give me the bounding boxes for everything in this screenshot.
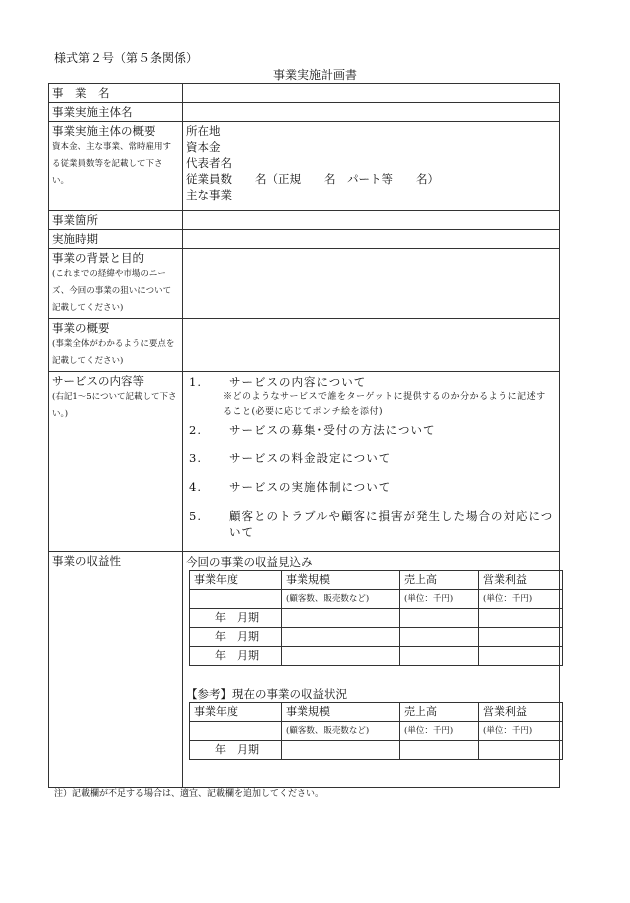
- service-item-4: [186, 479, 556, 495]
- field-services[interactable]: [183, 372, 560, 552]
- header-year: 事業年度: [190, 571, 282, 590]
- form-number: 様式第２号（第５条関係）: [54, 51, 199, 65]
- label-summary: [49, 319, 183, 372]
- sales-cell[interactable]: [400, 609, 479, 628]
- service-text: 顧客とのトラブルや顧客に損害が発生した場合の対応について: [229, 509, 554, 539]
- background-note: (これまでの経緯や市場のニーズ、今回の事業の狙いについて記載してください): [52, 269, 172, 313]
- service-text: サービスの実施体制について: [229, 480, 392, 494]
- sales-cell[interactable]: [400, 628, 479, 647]
- reference-profit-title: 【参考】現在の事業の収益状況: [186, 687, 347, 701]
- table-row: [190, 647, 563, 666]
- header-sales-sub: (単位：千円): [400, 722, 479, 741]
- footnote: 注）記載欄が不足する場合は、適宜、記載欄を追加してください。: [54, 789, 325, 799]
- header-operating-profit-sub: (単位：千円): [479, 590, 563, 609]
- field-summary[interactable]: [183, 319, 560, 372]
- operating-profit-cell[interactable]: [479, 741, 563, 760]
- overview-main-business: 主な事業: [186, 188, 232, 202]
- label-entity: 事業実施主体名: [49, 103, 183, 122]
- field-background[interactable]: [183, 249, 560, 319]
- operating-profit-cell[interactable]: [479, 609, 563, 628]
- header-sales: 売上高: [400, 571, 479, 590]
- label-period: 実施時期: [49, 230, 183, 249]
- service-item-5: [186, 508, 556, 540]
- header-year-sub: [190, 590, 282, 609]
- period-cell: 年 月期: [190, 609, 282, 628]
- header-sales-sub: (単位：千円): [400, 590, 479, 609]
- service-number: 2.: [189, 423, 202, 437]
- label-services: [49, 372, 183, 552]
- overview-note: 資本金、主な事業、常時雇用する従業員数等を記載して下さい。: [52, 142, 172, 186]
- service-number: 3.: [189, 451, 202, 465]
- reference-profit-table: [189, 702, 563, 760]
- header-scale: 事業規模: [282, 703, 400, 722]
- overview-label: 事業実施主体の概要: [52, 124, 156, 138]
- sales-cell[interactable]: [400, 741, 479, 760]
- header-operating-profit: 営業利益: [479, 571, 563, 590]
- table-row: [190, 609, 563, 628]
- services-note: (右記1～5について記載して下さい。): [52, 392, 177, 419]
- service-text: サービスの募集･受付の方法について: [229, 423, 436, 437]
- overview-capital: 資本金: [186, 140, 221, 154]
- label-profitability: 事業の収益性: [49, 552, 183, 788]
- field-profitability: [183, 552, 560, 788]
- service-text: サービスの料金設定について: [229, 451, 392, 465]
- summary-label: 事業の概要: [52, 321, 110, 335]
- service-item-3: [186, 450, 556, 466]
- document-title: 事業実施計画書: [272, 68, 357, 82]
- period-cell: 年 月期: [190, 741, 282, 760]
- header-sales: 売上高: [400, 703, 479, 722]
- field-location[interactable]: [183, 211, 560, 230]
- scale-cell[interactable]: [282, 609, 400, 628]
- field-business-name[interactable]: [183, 84, 560, 103]
- table-row: [190, 741, 563, 760]
- field-entity[interactable]: [183, 103, 560, 122]
- service-number: 5.: [189, 509, 202, 523]
- service-number: 1.: [189, 375, 202, 389]
- field-overview[interactable]: [183, 122, 560, 211]
- plan-form-table: [48, 83, 560, 788]
- table-row: [190, 628, 563, 647]
- service-number: 4.: [189, 480, 202, 494]
- current-profit-title: 今回の事業の収益見込み: [186, 555, 313, 569]
- field-period[interactable]: [183, 230, 560, 249]
- header-operating-profit: 営業利益: [479, 703, 563, 722]
- operating-profit-cell[interactable]: [479, 628, 563, 647]
- service-note: ※どのようなサービスで誰をターゲットに提供するのか分かるように記述すること(必要に応じてポンチ絵を添付): [223, 392, 546, 417]
- header-scale-sub: (顧客数、販売数など): [282, 590, 400, 609]
- header-year-sub: [190, 722, 282, 741]
- label-background: [49, 249, 183, 319]
- header-operating-profit-sub: (単位：千円): [479, 722, 563, 741]
- summary-note: (事業全体がわかるように要点を記載してください): [52, 339, 175, 366]
- overview-employees: 従業員数 名（正規 名 パート等 名）: [186, 172, 439, 186]
- service-text: サービスの内容について: [229, 375, 367, 389]
- label-business-name: 事 業 名: [49, 84, 183, 103]
- overview-representative: 代表者名: [186, 156, 232, 170]
- period-cell: 年 月期: [190, 647, 282, 666]
- period-cell: 年 月期: [190, 628, 282, 647]
- label-location: 事業箇所: [49, 211, 183, 230]
- service-item-1: [186, 374, 556, 390]
- overview-location: 所在地: [186, 124, 221, 138]
- label-overview: [49, 122, 183, 211]
- sales-cell[interactable]: [400, 647, 479, 666]
- header-scale-sub: (顧客数、販売数など): [282, 722, 400, 741]
- scale-cell[interactable]: [282, 741, 400, 760]
- background-label: 事業の背景と目的: [52, 251, 144, 265]
- service-item-2: [186, 422, 556, 438]
- scale-cell[interactable]: [282, 628, 400, 647]
- services-label: サービスの内容等: [52, 374, 144, 388]
- operating-profit-cell[interactable]: [479, 647, 563, 666]
- header-year: 事業年度: [190, 703, 282, 722]
- header-scale: 事業規模: [282, 571, 400, 590]
- current-profit-table: [189, 570, 563, 666]
- scale-cell[interactable]: [282, 647, 400, 666]
